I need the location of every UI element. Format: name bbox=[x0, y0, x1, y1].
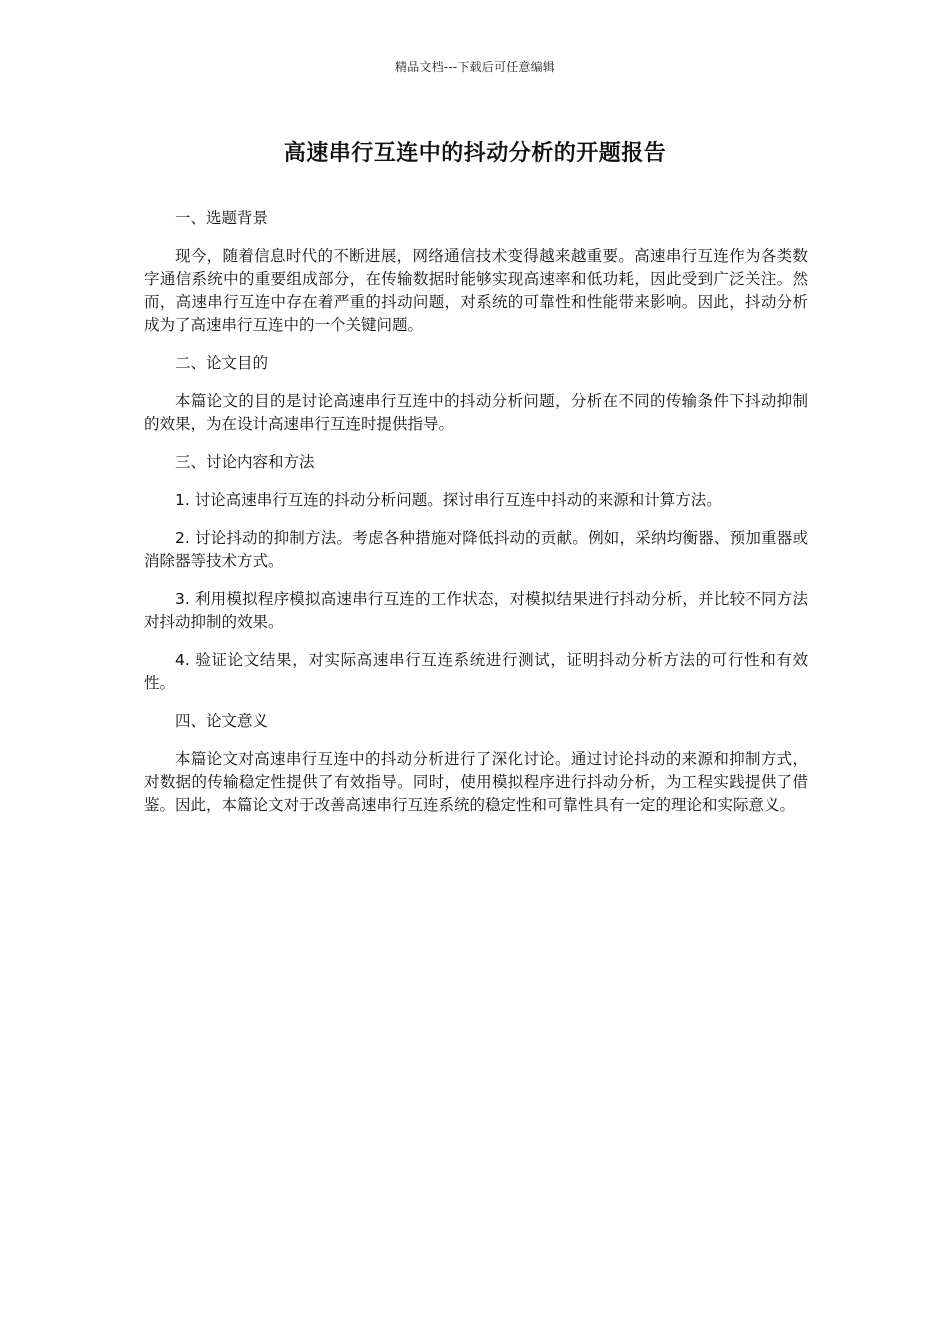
list-item-method-3: 3. 利用模拟程序模拟高速串行互连的工作状态，对模拟结果进行抖动分析，并比较不同方法对抖动抑制的效果。 bbox=[144, 590, 808, 631]
section-heading-significance: 四、论文意义 bbox=[175, 712, 269, 730]
paragraph-significance: 本篇论文对高速串行互连中的抖动分析进行了深化讨论。通过讨论抖动的来源和抑制方式，对数据的传输稳定性提供了有效指导。同时，使用模拟程序进行抖动分析，为工程实践提供了借鉴。因此，本篇论文对于改善高速串行互连系统的稳定性和可靠性具有一定的理论和实际意义。 bbox=[144, 750, 808, 814]
list-item-method-1: 1. 讨论高速串行互连的抖动分析问题。探讨串行互连中抖动的来源和计算方法。 bbox=[175, 491, 722, 509]
document-title: 高速串行互连中的抖动分析的开题报告 bbox=[283, 141, 667, 166]
page-header: 精品文档---下载后可任意编辑 bbox=[395, 60, 555, 74]
list-item-method-4: 4. 验证论文结果，对实际高速串行互连系统进行测试，证明抖动分析方法的可行性和有效性。 bbox=[144, 651, 808, 692]
section-heading-background: 一、选题背景 bbox=[175, 209, 269, 227]
section-heading-purpose: 二、论文目的 bbox=[175, 354, 269, 372]
list-item-method-2: 2. 讨论抖动的抑制方法。考虑各种措施对降低抖动的贡献。例如，采纳均衡器、预加重器或消除器等技术方式。 bbox=[144, 529, 808, 570]
paragraph-background: 现今，随着信息时代的不断进展，网络通信技术变得越来越重要。高速串行互连作为各类数字通信系统中的重要组成部分，在传输数据时能够实现高速率和低功耗，因此受到广泛关注。然而，高速串行互连中存在着严重的抖动问题，对系统的可靠性和性能带来影响。因此，抖动分析成为了高速串行互连中的一个关键问题。 bbox=[144, 247, 808, 334]
paragraph-purpose: 本篇论文的目的是讨论高速串行互连中的抖动分析问题，分析在不同的传输条件下抖动抑制的效果，为在设计高速串行互连时提供指导。 bbox=[144, 392, 808, 433]
section-heading-content-methods: 三、讨论内容和方法 bbox=[175, 453, 315, 471]
document-body bbox=[144, 207, 808, 832]
